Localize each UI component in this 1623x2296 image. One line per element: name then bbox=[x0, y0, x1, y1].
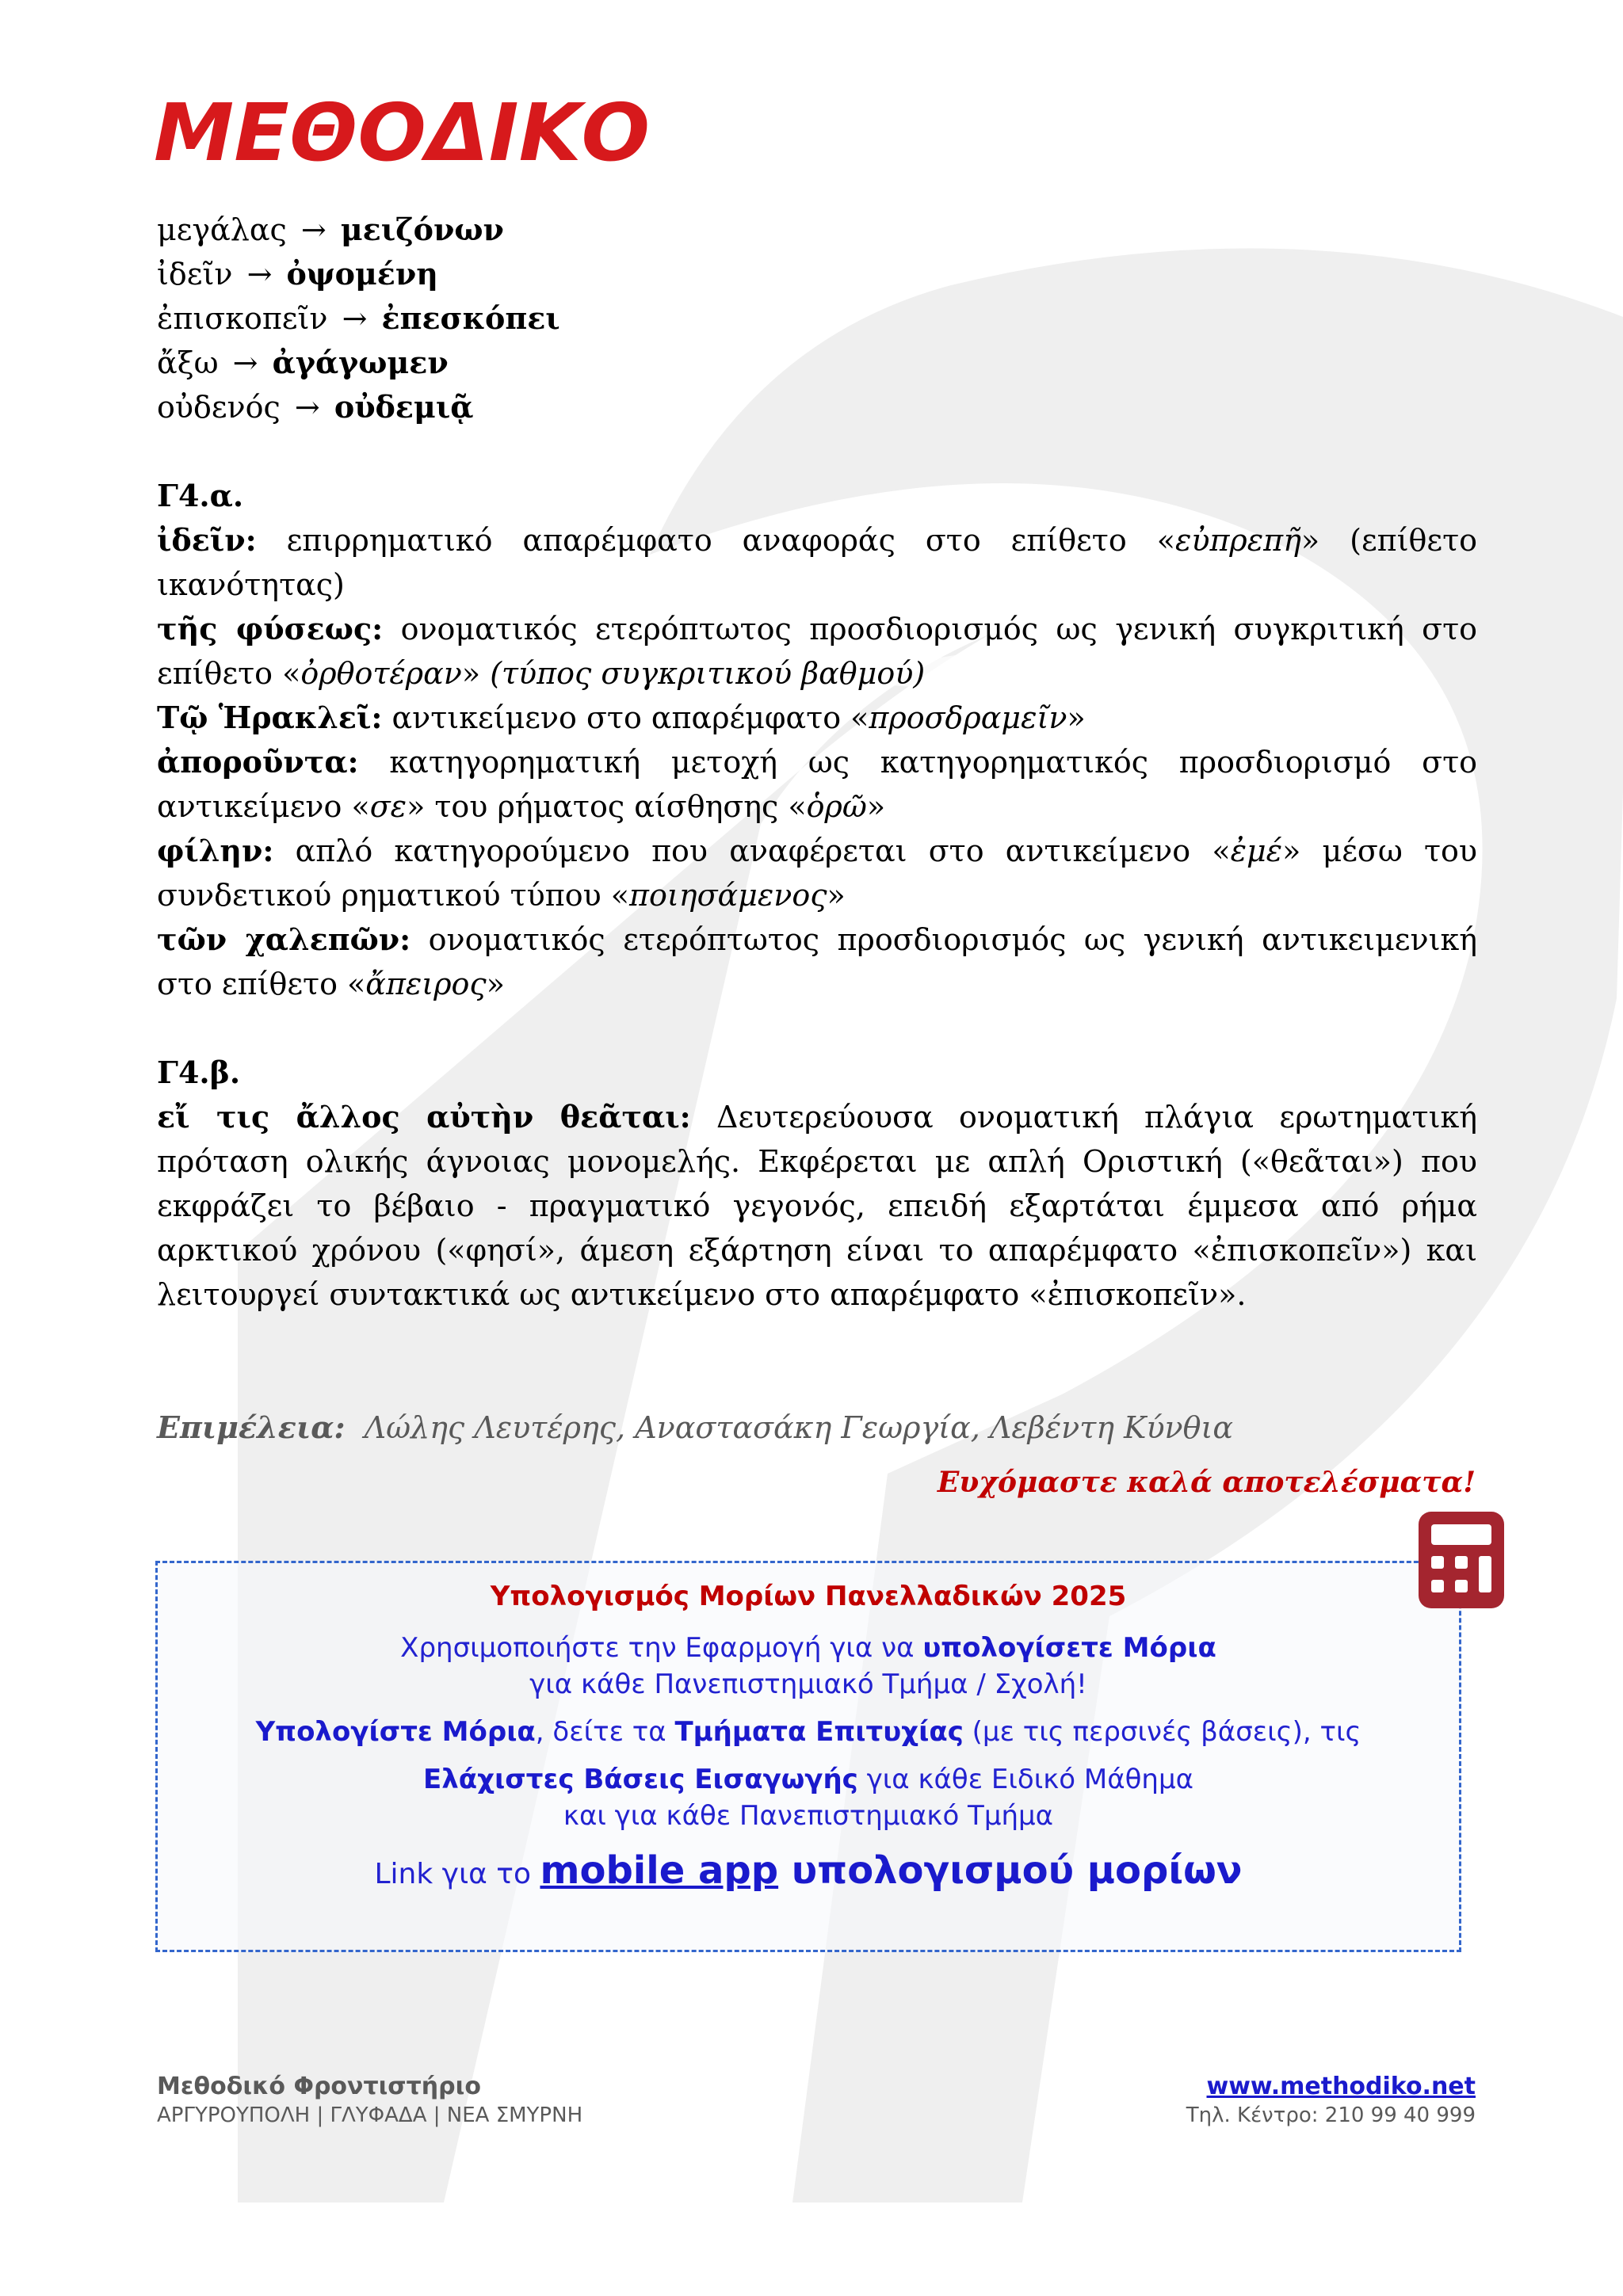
quoted-word: ἐμέ bbox=[1230, 833, 1283, 868]
g4b-text: Δευτερεύουσα ονοματική πλάγια ερωτηματική πρόταση ολικής άγνοιας μονομελής. Εκφέρεται με απλή Οριστική («θεᾶται») που εκφράζει το βέβαιο - πραγματικό γεγονός, επειδή εξαρτάται έμμεσα από ρήμα αρκτικού χρόνου («φησί», άμεση εξάρτηση είναι το απαρέμφατο «ἐπισκοπεῖν») και λειτουργεί συντακτικά ως αντικείμενο στο απαρέμφατο «ἐπισκοπεῖν». bbox=[157, 1100, 1477, 1312]
analysis-text: ονοματικός ετερόπτωτος προσδιορισμός ως γενική συγκριτική στο επίθετο « bbox=[157, 612, 1478, 691]
promo-line-1 bbox=[158, 1630, 1459, 1666]
arrow-icon: → bbox=[300, 212, 327, 247]
svg-text:ΜΕΘΟΔΙΚΟ: ΜΕΘΟΔΙΚΟ bbox=[154, 93, 650, 170]
promo-highlight: Ελάχιστες Βάσεις Εισαγωγής bbox=[422, 1764, 858, 1795]
vocab-row bbox=[157, 341, 1477, 385]
analysis-text: απλό κατηγορούμενο που αναφέρεται στο αντικείμενο « bbox=[273, 833, 1231, 868]
promo-link-suffix: υπολογισμού μορίων bbox=[778, 1848, 1243, 1893]
footer-org: Μεθοδικό Φροντιστήριο bbox=[157, 2073, 481, 2100]
credits bbox=[157, 1405, 1477, 1450]
arrow-icon: → bbox=[246, 257, 273, 292]
g4a-item bbox=[157, 518, 1477, 607]
vocab-from: ἰδεῖν bbox=[157, 257, 233, 292]
quoted-word: ποιησάμενος bbox=[629, 878, 827, 913]
g4a-item bbox=[157, 696, 1477, 740]
quoted-word: (τύπος συγκριτικού βαθμού) bbox=[490, 656, 926, 691]
quoted-word: προσδραμεῖν bbox=[869, 700, 1067, 735]
promo-text: Link για το bbox=[374, 1858, 540, 1890]
analysis-text: » (επίθετο ικανότητας) bbox=[157, 523, 1477, 602]
section-title-g4b: Γ4.β. bbox=[157, 1055, 241, 1090]
promo-text: Χρησιμοποιήστε την Εφαρμογή για να bbox=[400, 1632, 923, 1664]
analysis-text: » του ρήματος αίσθησης « bbox=[407, 789, 807, 824]
g4a-term: ἰδεῖν: bbox=[157, 522, 257, 558]
footer-phone: Τηλ. Κέντρο: 210 99 40 999 bbox=[1186, 2103, 1476, 2127]
document-body bbox=[157, 208, 1477, 1450]
vocab-from: μεγάλας bbox=[157, 212, 287, 247]
promo-highlight: υπολογίσετε Μόρια bbox=[922, 1632, 1216, 1664]
quoted-word: ὁρῶ bbox=[806, 789, 867, 824]
vocab-to: ἐπεσκόπει bbox=[381, 300, 560, 336]
arrow-icon: → bbox=[342, 301, 368, 336]
good-luck-message: Ευχόμαστε καλά αποτελέσματα! bbox=[937, 1466, 1476, 1499]
g4a-item bbox=[157, 917, 1477, 1006]
mobile-app-link[interactable]: mobile app bbox=[540, 1848, 779, 1893]
analysis-text: » bbox=[461, 656, 491, 691]
vocab-to: ἀγάγωμεν bbox=[272, 345, 449, 380]
analysis-text: » bbox=[486, 967, 505, 1001]
vocab-row bbox=[157, 385, 1477, 429]
vocab-to: μειζόνων bbox=[340, 212, 504, 247]
g4a-term: τῶν χαλεπῶν: bbox=[157, 921, 411, 957]
g4a-item bbox=[157, 607, 1477, 696]
vocab-to: ὀψομένη bbox=[286, 256, 438, 292]
vocab-row bbox=[157, 252, 1477, 296]
page-footer bbox=[157, 2073, 1476, 2127]
vocab-list bbox=[157, 208, 1477, 429]
methodiko-logo bbox=[151, 93, 658, 170]
analysis-text: ονοματικός ετερόπτωτος προσδιορισμός ως γενική αντικειμενική στο επίθετο « bbox=[157, 922, 1477, 1001]
promo-box bbox=[155, 1561, 1461, 1952]
analysis-text: επιρρηματικό απαρέμφατο αναφοράς στο επίθετο « bbox=[256, 523, 1175, 558]
vocab-from: ἐπισκοπεῖν bbox=[157, 301, 328, 336]
website-link[interactable]: www.methodiko.net bbox=[1206, 2073, 1476, 2100]
promo-highlight: Τμήματα Επιτυχίας bbox=[674, 1716, 964, 1748]
vocab-to: οὐδεμιᾷ bbox=[334, 389, 474, 425]
g4a-item bbox=[157, 740, 1477, 829]
arrow-icon: → bbox=[294, 390, 320, 425]
quoted-word: ἄπειρος bbox=[365, 967, 487, 1001]
g4a-term: ἀποροῦντα: bbox=[157, 744, 359, 780]
analysis-text: » bbox=[866, 789, 886, 824]
promo-line-5: και για κάθε Πανεπιστημιακό Τμήμα bbox=[563, 1800, 1054, 1832]
analysis-text: » bbox=[827, 878, 846, 913]
g4b-paragraph bbox=[157, 1095, 1477, 1317]
g4b-term: εἴ τις ἄλλος αὐτὴν θεᾶται: bbox=[157, 1099, 691, 1135]
footer-contact bbox=[1186, 2073, 1476, 2127]
promo-highlight: Υπολογίστε Μόρια bbox=[255, 1716, 536, 1748]
promo-line-2: για κάθε Πανεπιστημιακό Τμήμα / Σχολή! bbox=[529, 1669, 1087, 1700]
promo-title: Υπολογισμός Μορίων Πανελλαδικών 2025 bbox=[490, 1581, 1127, 1612]
analysis-text: » bbox=[1067, 700, 1086, 735]
analysis-text: κατηγορηματική μετοχή ως κατηγορηματικός προσδιορισμό στο αντικείμενο « bbox=[157, 745, 1477, 824]
credits-names: Λώλης Λευτέρης, Αναστασάκη Γεωργία, Λεβέντη Κύνθια bbox=[364, 1410, 1234, 1445]
vocab-row bbox=[157, 296, 1477, 341]
promo-link-line bbox=[158, 1848, 1459, 1893]
vocab-from: οὐδενός bbox=[157, 390, 281, 425]
quoted-word: σε bbox=[369, 789, 407, 824]
arrow-icon: → bbox=[232, 345, 258, 380]
promo-text: , δείτε τα bbox=[535, 1716, 675, 1748]
g4a-term: φίλην: bbox=[157, 833, 274, 868]
quoted-word: ὀρθοτέραν bbox=[300, 656, 462, 691]
promo-line-4 bbox=[158, 1761, 1459, 1798]
g4a-term: Τῷ Ἡρακλεῖ: bbox=[157, 700, 383, 735]
section-title-g4a: Γ4.α. bbox=[157, 478, 244, 513]
quoted-word: εὐπρεπῆ bbox=[1174, 523, 1301, 558]
analysis-text: » μέσω του συνδετικού ρηματικού τύπου « bbox=[157, 833, 1477, 913]
g4a-term: τῆς φύσεως: bbox=[157, 611, 384, 646]
promo-text: (με τις περσινές βάσεις), τις bbox=[963, 1716, 1361, 1748]
g4a-analysis bbox=[157, 518, 1477, 1006]
analysis-text: αντικείμενο στο απαρέμφατο « bbox=[382, 700, 869, 735]
promo-text: για κάθε Ειδικό Μάθημα bbox=[857, 1764, 1194, 1795]
g4a-item bbox=[157, 829, 1477, 917]
promo-line-3 bbox=[158, 1714, 1459, 1750]
vocab-row bbox=[157, 208, 1477, 252]
credits-label: Επιμέλεια: bbox=[157, 1409, 346, 1445]
footer-locations: ΑΡΓΥΡΟΥΠΟΛΗ | ΓΛΥΦΑΔΑ | ΝΕΑ ΣΜΥΡΝΗ bbox=[157, 2103, 583, 2127]
vocab-from: ἄξω bbox=[157, 345, 219, 380]
calculator-icon bbox=[1419, 1512, 1504, 1608]
